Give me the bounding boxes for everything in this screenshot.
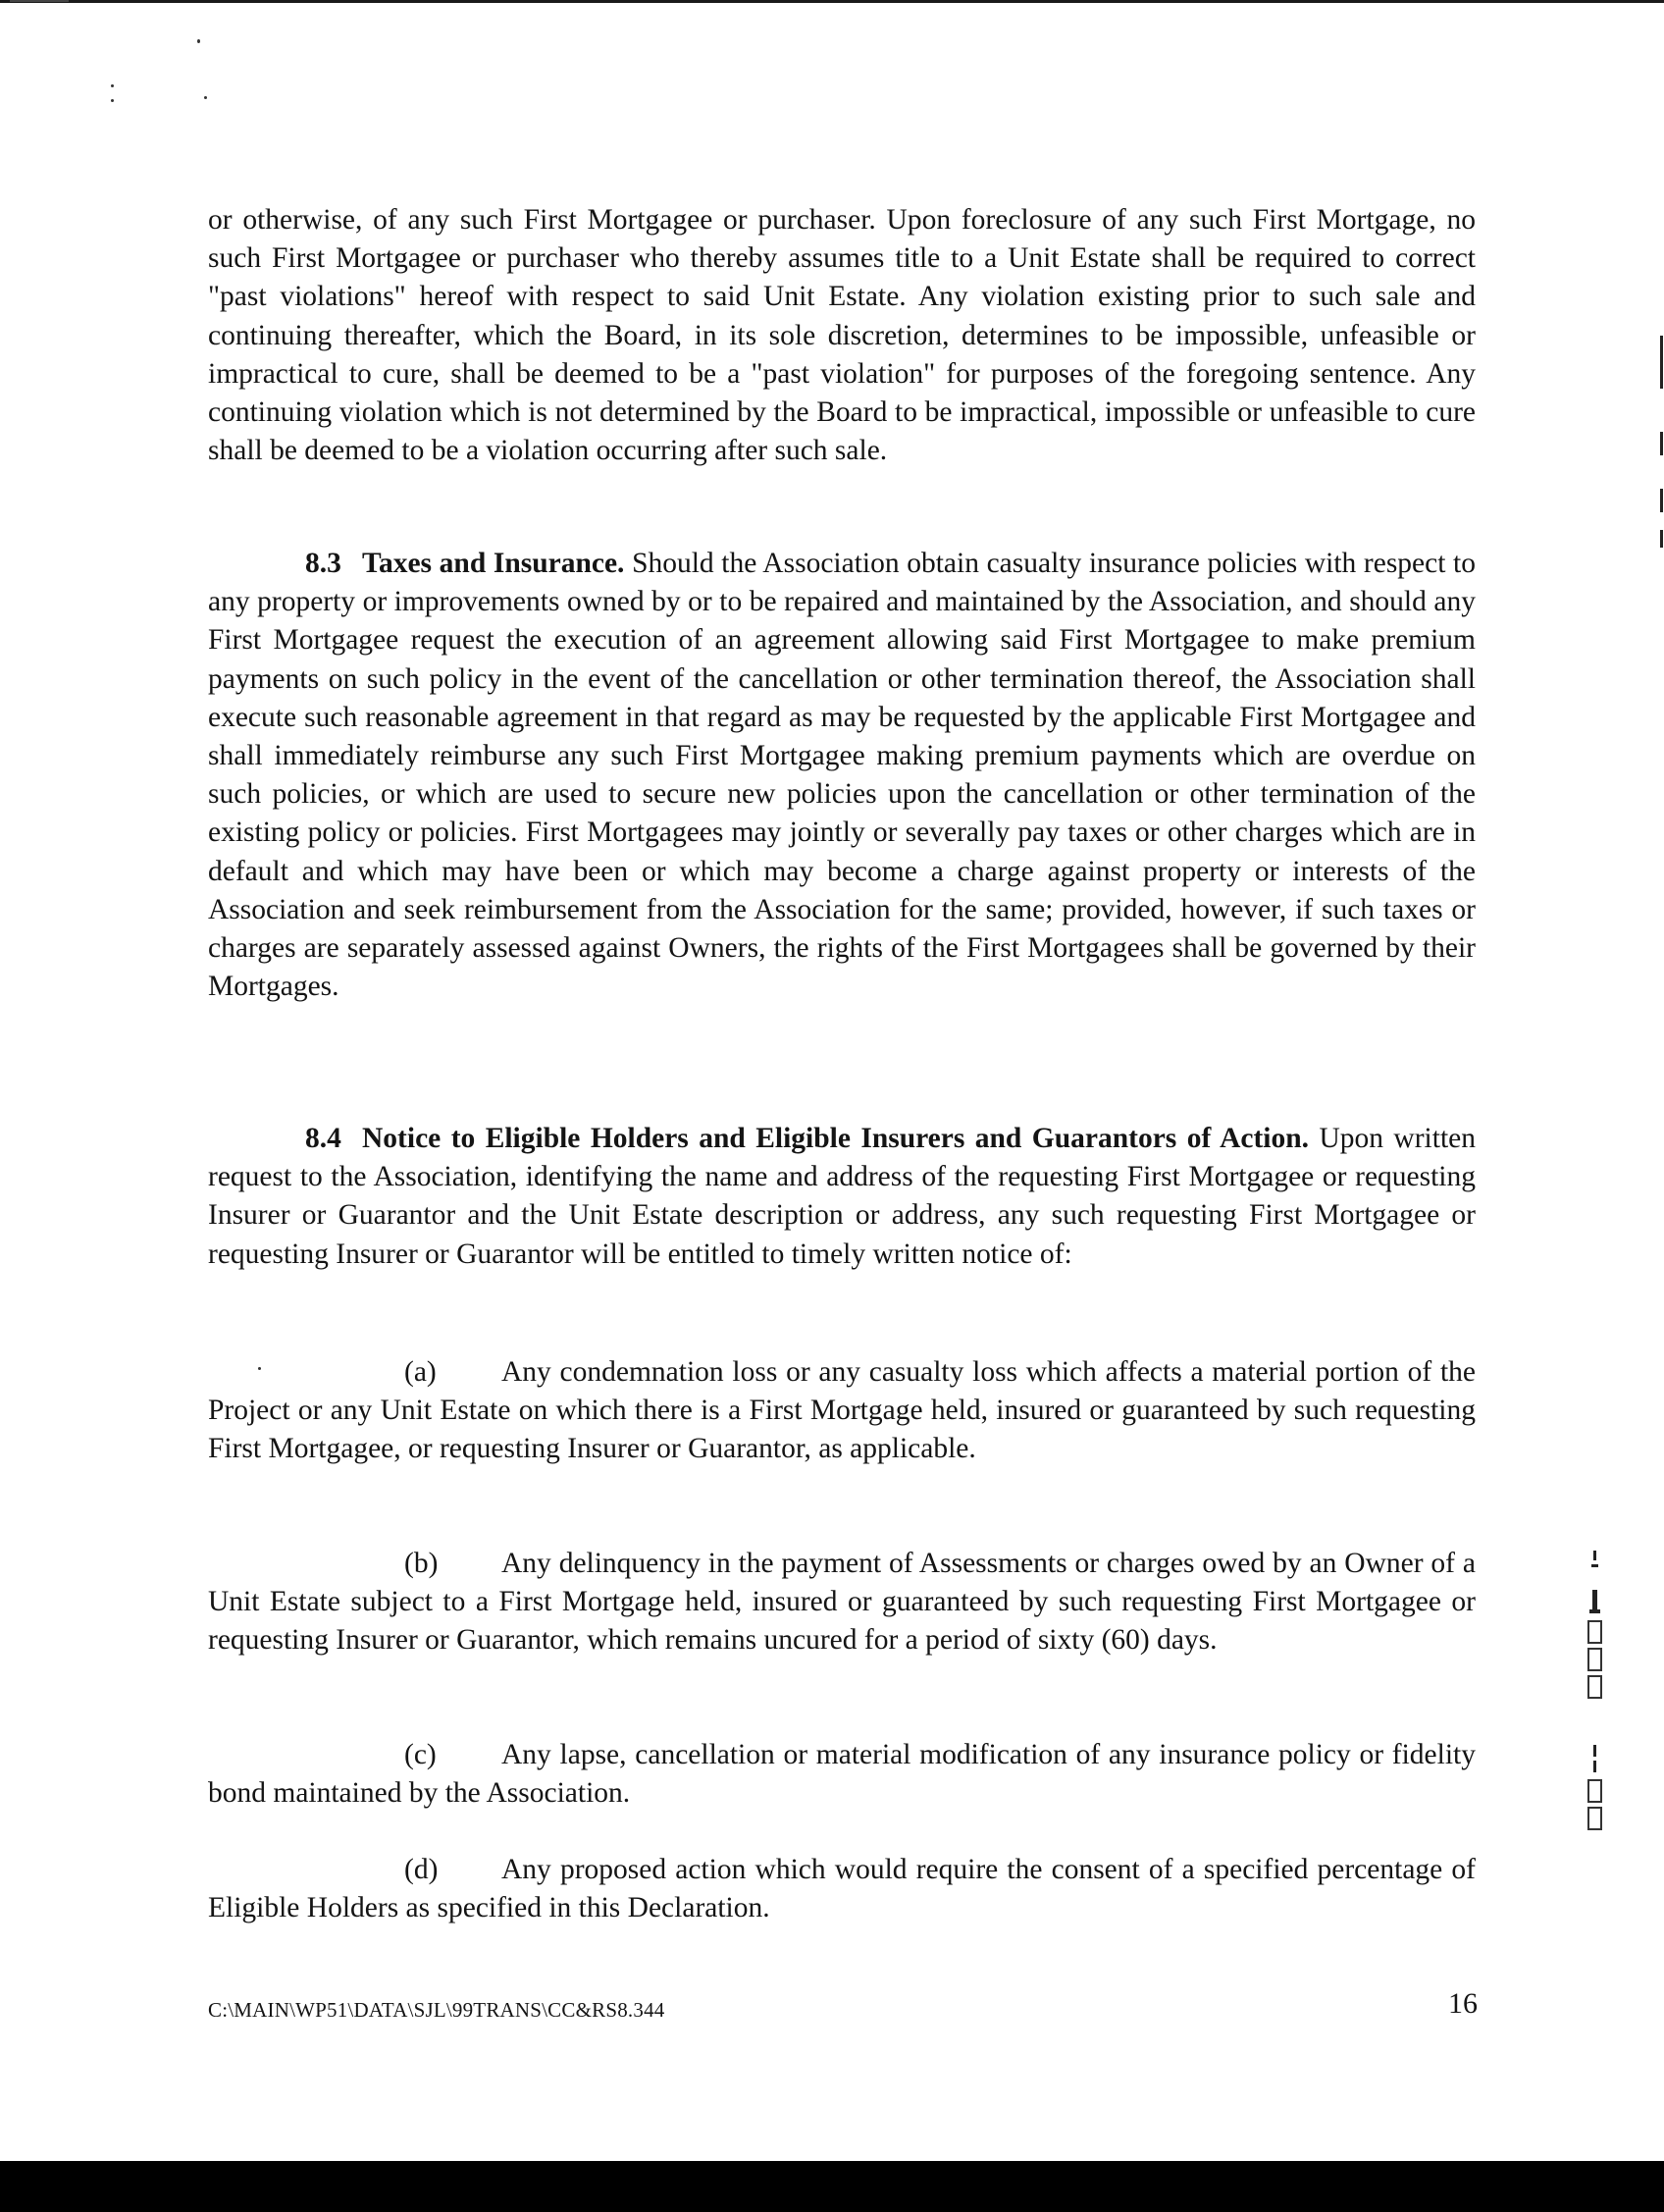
scan-speck bbox=[204, 96, 207, 99]
item-label: (d) bbox=[404, 1854, 439, 1885]
scan-edge-mark bbox=[1660, 432, 1663, 455]
item-text: Any delinquency in the payment of Assessments or charges owed by an Owner of a Unit Estate subject to a First Mortgage held, insured or guaranteed by such requesting First Mortgagee or requesting Insurer or Guarantor, which remains uncured for a period of sixty (60) days. bbox=[208, 1548, 1476, 1657]
section-8-3 bbox=[208, 545, 1476, 1006]
footer-file-path: C:\MAIN\WP51\DATA\SJL\99TRANS\CC&RS8.344 bbox=[208, 1998, 665, 2022]
section-number: 8.4 bbox=[305, 1123, 341, 1154]
item-label: (a) bbox=[404, 1356, 437, 1388]
bates-stamp-graphic bbox=[1570, 1551, 1619, 1884]
item-text: Any condemnation loss or any casualty loss which affects a material portion of the Project or any Unit Estate on which there is a First Mortgage held, insured or guaranteed by such requesting First Mortgagee, or requesting Insurer or Guarantor, as applicable. bbox=[208, 1356, 1476, 1465]
section-title: Notice to Eligible Holders and Eligible Insurers and Guarantors of Action. bbox=[362, 1123, 1310, 1154]
scan-edge-mark bbox=[1660, 336, 1663, 389]
scan-edge-mark bbox=[1660, 489, 1663, 512]
list-item-a bbox=[208, 1353, 1476, 1469]
section-text: Upon written request to the Association, identifying the name and address of the requesting First Mortgagee or requesting Insurer or Guarantor and the Unit Estate description or address, any such requesting First Mortgagee or requesting Insurer or Guarantor will be entitled to timely written notice of: bbox=[208, 1123, 1476, 1270]
page-number: 16 bbox=[1448, 1987, 1478, 2020]
scan-speck bbox=[111, 99, 114, 102]
section-title: Taxes and Insurance. bbox=[362, 548, 625, 579]
scan-speck bbox=[197, 39, 200, 43]
section-8-4 bbox=[208, 1120, 1476, 1274]
list-item-b bbox=[208, 1545, 1476, 1660]
section-text: Should the Association obtain casualty insurance policies with respect to any property or improvements owned by or to be repaired and maintained by the Association, and should any First Mortgagee request the execution of an agreement allowing said First Mortgagee to make premium payments on such policy in the event of the cancellation or other termination thereof, the Association shall execute such reasonable agreement in that regard as may be requested by the applicable First Mortgagee and shall immediately reimburse any such First Mortgagee making premium payments which are overdue on such policies, or which are used to secure new policies upon the cancellation or other termination of the existing policy or policies. First Mortgagees may jointly or severally pay taxes or other charges which are in default and which may have been or which may become a charge against property or interests of the Association and seek reimbursement from the Association for the same; provided, however, if such taxes or charges are separately assessed against Owners, the rights of the First Mortgagees shall be governed by their Mortgages. bbox=[208, 548, 1477, 1003]
item-text: Any lapse, cancellation or material modification of any insurance policy or fidelity bond maintained by the Association. bbox=[208, 1739, 1476, 1810]
scan-speck bbox=[111, 84, 114, 87]
item-label: (b) bbox=[404, 1548, 439, 1579]
scan-top-edge bbox=[0, 0, 1664, 3]
scan-mark bbox=[10, 0, 69, 2]
section-number: 8.3 bbox=[305, 548, 341, 579]
item-label: (c) bbox=[404, 1739, 437, 1770]
scan-bottom-border bbox=[0, 2161, 1664, 2212]
carryover-paragraph: or otherwise, of any such First Mortgagee or purchaser. Upon foreclosure of any such First Mortgage, no such First Mortgagee or purchaser who thereby assumes title to a Unit Estate shall be required to correct "past violations" hereof with respect to said Unit Estate. Any violation existing prior to such sale and continuing thereafter, which the Board, in its sole discretion, determines to be impossible, unfeasible or impractical to cure, shall be deemed to be a "past violation" for purposes of the foregoing sentence. Any continuing violation which is not determined by the Board to be impractical, impossible or unfeasible to cure shall be deemed to be a violation occurring after such sale. bbox=[208, 204, 1476, 467]
item-text: Any proposed action which would require the consent of a specified percentage of Eligible Holders as specified in this Declaration. bbox=[208, 1854, 1476, 1924]
list-item-d bbox=[208, 1851, 1476, 1927]
list-item-c bbox=[208, 1736, 1476, 1813]
scan-edge-mark bbox=[1660, 530, 1663, 548]
